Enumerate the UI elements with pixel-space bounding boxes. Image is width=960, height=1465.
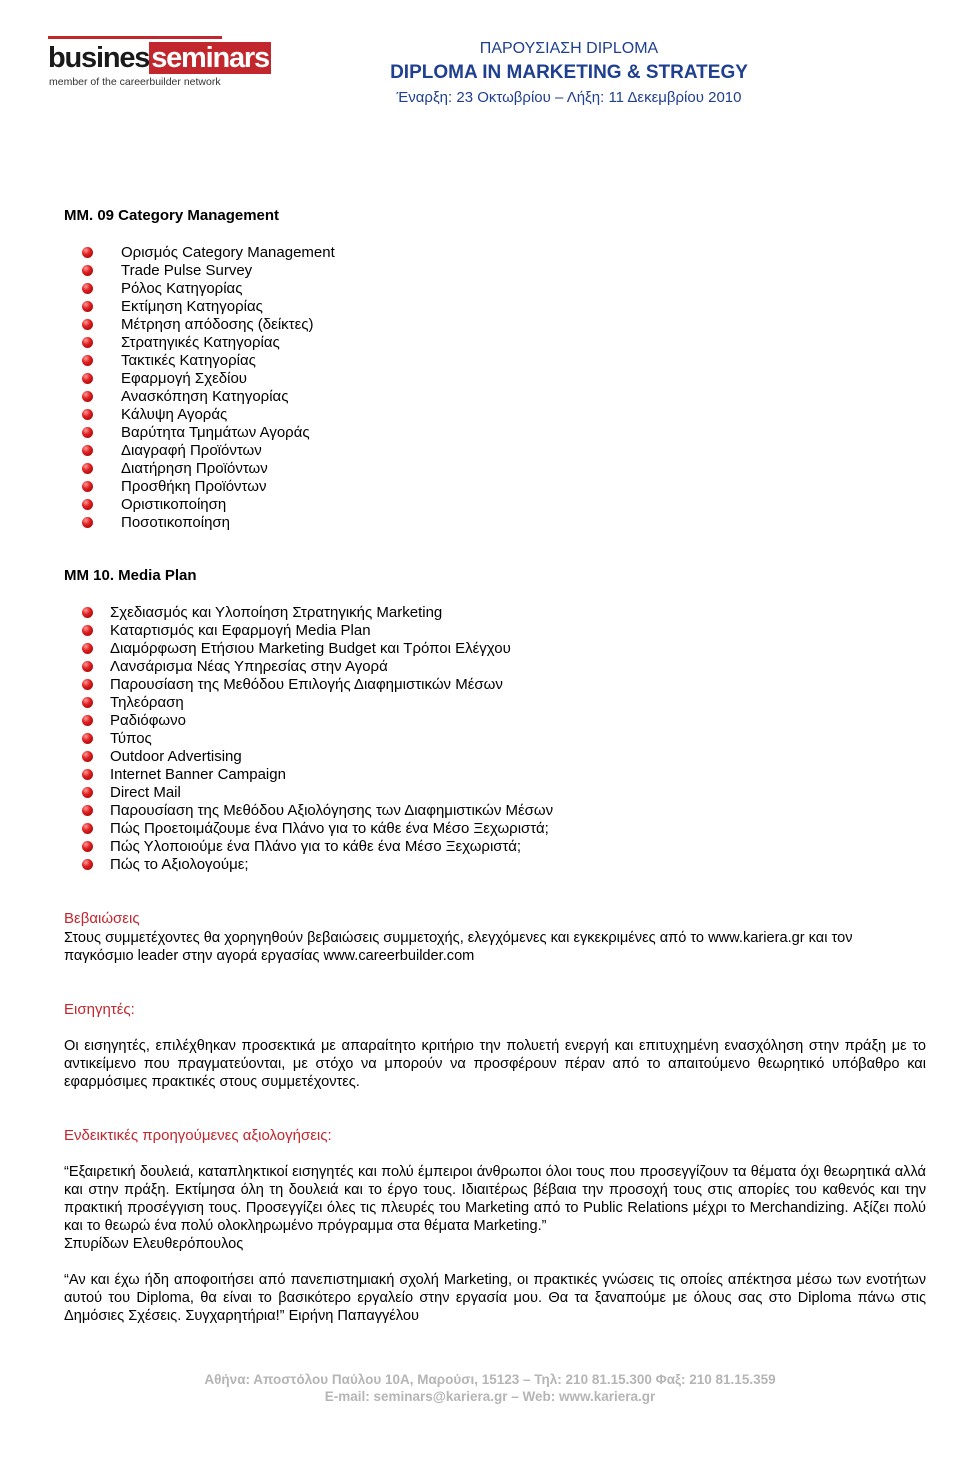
list-item-text: Παρουσίαση της Μεθόδου Επιλογής Διαφημιστικών Μέσων xyxy=(110,676,503,693)
list-item-text: Κάλυψη Αγοράς xyxy=(121,406,228,423)
bullet-icon xyxy=(82,373,93,384)
bullet-icon xyxy=(82,427,93,438)
list-item xyxy=(110,802,553,820)
bullet-icon xyxy=(82,319,93,330)
bullet-icon xyxy=(82,499,93,510)
footer-address-line: Αθήνα: Αποστόλου Παύλου 10Α, Μαρούσι, 15123 – Τηλ: 210 81.15.300 Φαξ: 210 81.15.359 xyxy=(204,1372,776,1387)
list-item xyxy=(110,856,553,874)
bullet-icon xyxy=(82,517,93,528)
list-item xyxy=(110,748,553,766)
bullet-icon xyxy=(82,823,93,834)
document-header xyxy=(296,38,842,110)
bullet-icon xyxy=(82,265,93,276)
list-item-text: Ραδιόφωνο xyxy=(110,712,186,729)
media-plan-list xyxy=(110,604,553,874)
list-item-text: Πώς το Αξιολογούμε; xyxy=(110,856,249,873)
bullet-icon xyxy=(82,463,93,474)
review-1-author: Σπυρίδων Ελευθερόπουλος xyxy=(64,1236,244,1252)
list-item-text: Ανασκόπηση Κατηγορίας xyxy=(121,388,289,405)
bullet-icon xyxy=(82,301,93,312)
list-item xyxy=(121,316,335,334)
list-item-text: Ποσοτικοποίηση xyxy=(121,514,231,531)
logo-word-seminars: seminars xyxy=(151,42,269,74)
list-item xyxy=(110,784,553,802)
list-item xyxy=(110,694,553,712)
logo-wordmark xyxy=(48,40,271,76)
list-item-text: Τύπος xyxy=(110,730,152,747)
list-item-text: Διαμόρφωση Ετήσιου Marketing Budget και Τρόποι Ελέγχου xyxy=(110,640,511,657)
bullet-icon xyxy=(82,769,93,780)
speakers-heading: Εισηγητές: xyxy=(64,1001,135,1018)
bullet-icon xyxy=(82,733,93,744)
list-item xyxy=(110,838,553,856)
list-item-text: Μέτρηση απόδοσης (δείκτες) xyxy=(121,316,314,333)
bullet-icon xyxy=(82,481,93,492)
list-item-text: Προσθήκη Προϊόντων xyxy=(121,478,267,495)
list-item-text: Καταρτισμός και Εφαρμογή Media Plan xyxy=(110,622,371,639)
list-item xyxy=(110,676,553,694)
list-item xyxy=(121,352,335,370)
list-item xyxy=(110,640,553,658)
bullet-icon xyxy=(82,697,93,708)
list-item-text: Πώς Προετοιμάζουμε ένα Πλάνο για το κάθε ένα Μέσο Ξεχωριστά; xyxy=(110,820,549,837)
list-item xyxy=(121,460,335,478)
list-item-text: Internet Banner Campaign xyxy=(110,766,286,783)
footer-contact xyxy=(0,1371,960,1405)
bullet-icon xyxy=(82,841,93,852)
bullet-icon xyxy=(82,805,93,816)
list-item xyxy=(110,622,553,640)
list-item xyxy=(110,766,553,784)
certificates-text: Στους συμμετέχοντες θα χορηγηθούν βεβαιώσεις συμμετοχής, ελεγχόμενες και εγκεκριμένες από το www.kariera.gr και τον παγκόσμιο leader στην αγορά εργασίας www.careerbuilder.com xyxy=(64,930,853,964)
bullet-icon xyxy=(82,715,93,726)
list-item-text: Στρατηγικές Κατηγορίας xyxy=(121,334,280,351)
bullet-icon xyxy=(82,607,93,618)
list-item-text: Εκτίμηση Κατηγορίας xyxy=(121,298,263,315)
list-item-text: Οριστικοποίηση xyxy=(121,496,227,513)
bullet-icon xyxy=(82,355,93,366)
list-item xyxy=(121,370,335,388)
header-program-title: DIPLOMA IN MARKETING & STRATEGY xyxy=(390,62,748,83)
list-item-text: Ρόλος Κατηγορίας xyxy=(121,280,243,297)
category-management-list xyxy=(121,244,335,532)
list-item xyxy=(110,604,553,622)
list-item-text: Σχεδιασμός και Υλοποίηση Στρατηγικής Marketing xyxy=(110,604,443,621)
logo-word-busines: busines xyxy=(48,42,150,74)
list-item-text: Trade Pulse Survey xyxy=(121,262,253,279)
list-item xyxy=(121,280,335,298)
bullet-icon xyxy=(82,643,93,654)
list-item xyxy=(121,406,335,424)
speakers-text: Οι εισηγητές, επιλέχθηκαν προσεκτικά με απαραίτητο κριτήριο την πολυετή ενεργή και επιτυχημένη ενασχόληση στην πράξη με το αντικείμενο που πραγματεύονται, με στόχο να μπορούν να προσφέρουν πέραν από το απαιτούμενο θεωρητικό υπόβαθρο και εφαρμόσιμες πρακτικές στους συμμετέχοντες. xyxy=(64,1038,926,1090)
section-title-media-plan: ΜΜ 10. Media Plan xyxy=(64,567,197,584)
list-item-text: Διαγραφή Προϊόντων xyxy=(121,442,262,459)
list-item xyxy=(121,442,335,460)
list-item xyxy=(121,262,335,280)
list-item xyxy=(121,514,335,532)
list-item-text: Outdoor Advertising xyxy=(110,748,242,765)
review-2-text: “Αν και έχω ήδη αποφοιτήσει από πανεπιστημιακή σχολή Marketing, οι πρακτικές γνώσεις τις οποίες απέκτησα μέσω των ενοτήτων αυτού του Diploma, θα είναι το βασικότερο εργαλείο στην εργασία μου. Θα τα ξαναπούμε με όλους σας στο Diploma πάνω στις Δημόσιες Σχέσεις. Συγχαρητήρια!” Ειρήνη Παπαγγέλου xyxy=(64,1272,926,1324)
review-1-text: “Εξαιρετική δουλειά, καταπληκτικοί εισηγητές και πολύ έμπειροι άνθρωποι όλοι τους που προσεγγίζουν τα θέματα όχι θεωρητικά αλλά και στην πράξη. Εκτίμησα όλη τη δουλειά και το έργο τους. Ιδιαιτέρως βέβαια την προσοχή τους στις απορίες του καθενός και την πρακτική προσέγγιση τους. Προσεγγίζει όλες τις πλευρές του Marketing από το Public Relations μέχρι το Merchandizing. Αξίζει πολύ και το θεωρώ ένα πολύ ολοκληρωμένο πρόγραμμα στα θέματα Marketing.” xyxy=(64,1164,926,1234)
certificates-heading: Βεβαιώσεις xyxy=(64,910,140,927)
bullet-icon xyxy=(82,445,93,456)
bullet-icon xyxy=(82,625,93,636)
bullet-icon xyxy=(82,337,93,348)
list-item xyxy=(121,388,335,406)
list-item xyxy=(121,244,335,262)
list-item-text: Ορισμός Category Management xyxy=(121,244,335,261)
list-item-text: Direct Mail xyxy=(110,784,181,801)
list-item xyxy=(121,298,335,316)
bullet-icon xyxy=(82,859,93,870)
list-item-text: Διατήρηση Προϊόντων xyxy=(121,460,268,477)
list-item xyxy=(121,478,335,496)
list-item-text: Πώς Υλοποιούμε ένα Πλάνο για το κάθε ένα Μέσο Ξεχωριστά; xyxy=(110,838,522,855)
logo-rule xyxy=(48,36,222,39)
bullet-icon xyxy=(82,409,93,420)
list-item xyxy=(121,334,335,352)
header-line-presentation: ΠΑΡΟΥΣΙΑΣΗ DIPLOMA xyxy=(479,40,659,57)
bullet-icon xyxy=(82,787,93,798)
bullet-icon xyxy=(82,751,93,762)
list-item-text: Τηλεόραση xyxy=(110,694,184,711)
bullet-icon xyxy=(82,391,93,402)
list-item xyxy=(110,730,553,748)
list-item xyxy=(121,424,335,442)
list-item xyxy=(110,712,553,730)
header-dates: Έναρξη: 23 Οκτωβρίου – Λήξη: 11 Δεκεμβρίου 2010 xyxy=(396,89,742,106)
bullet-icon xyxy=(82,247,93,258)
list-item-text: Τακτικές Κατηγορίας xyxy=(121,352,256,369)
footer-email-web-line: E-mail: seminars@kariera.gr – Web: www.kariera.gr xyxy=(324,1389,656,1404)
company-logo xyxy=(48,36,269,92)
bullet-icon xyxy=(82,679,93,690)
list-item xyxy=(121,496,335,514)
bullet-icon xyxy=(82,661,93,672)
logo-tagline: member of the careerbuilder network xyxy=(49,76,221,88)
bullet-icon xyxy=(82,283,93,294)
list-item-text: Λανσάρισμα Νέας Υπηρεσίας στην Αγορά xyxy=(110,658,388,675)
section-title-category-management: ΜΜ. 09 Category Management xyxy=(64,207,280,224)
list-item xyxy=(110,820,553,838)
list-item-text: Εφαρμογή Σχεδίου xyxy=(121,370,247,387)
list-item-text: Βαρύτητα Τμημάτων Αγοράς xyxy=(121,424,310,441)
list-item xyxy=(110,658,553,676)
list-item-text: Παρουσίαση της Μεθόδου Αξιολόγησης των Διαφημιστικών Μέσων xyxy=(110,802,554,819)
reviews-heading: Ενδεικτικές προηγούμενες αξιολογήσεις: xyxy=(64,1127,332,1144)
